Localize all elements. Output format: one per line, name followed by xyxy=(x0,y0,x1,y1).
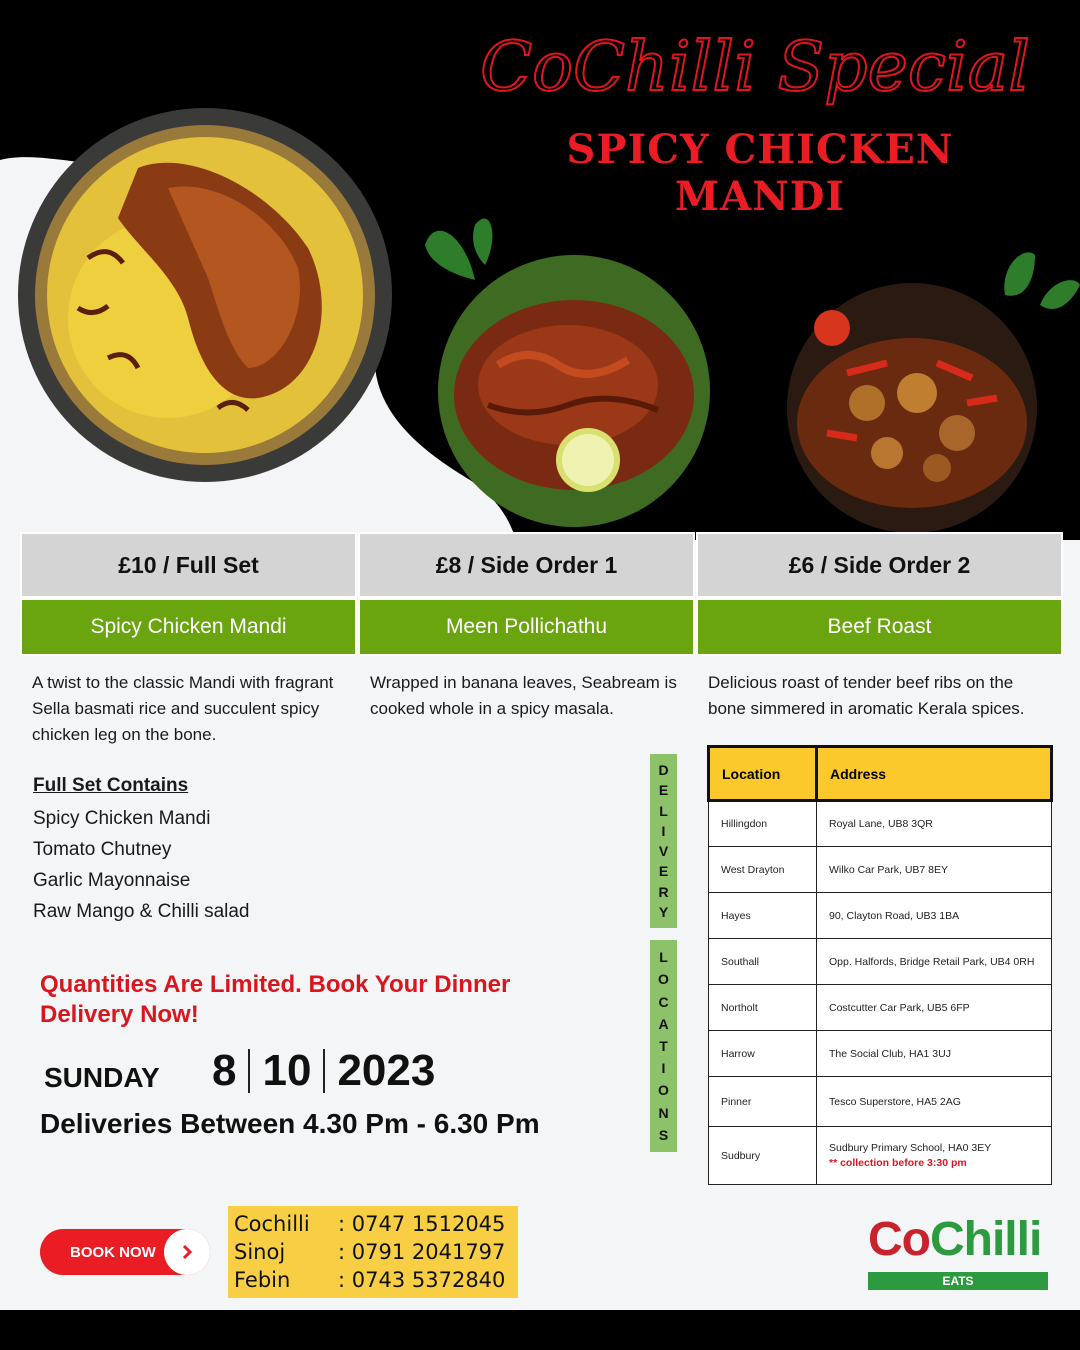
contact-name: Cochilli xyxy=(234,1212,310,1236)
svg-text:CoChilli Special: CoChilli Special xyxy=(480,28,1030,107)
location-cell: Hayes xyxy=(709,893,817,939)
location-cell: Harrow xyxy=(709,1031,817,1077)
table-row xyxy=(709,1127,1052,1185)
price-cell: £6 / Side Order 2 xyxy=(696,532,1063,598)
vertical-letter: T xyxy=(659,1037,668,1054)
delivery-date xyxy=(212,1046,435,1096)
contact-numbers xyxy=(228,1206,518,1298)
meen-pollichathu-photo xyxy=(438,255,710,527)
date-separator xyxy=(248,1049,250,1093)
vertical-letter: V xyxy=(658,843,669,860)
address-cell: Wilko Car Park, UB7 8EY xyxy=(817,847,1052,893)
vertical-letter: A xyxy=(658,1015,669,1032)
location-cell: Northolt xyxy=(709,985,817,1031)
full-set-contents xyxy=(33,775,250,927)
table-row xyxy=(709,1031,1052,1077)
vertical-letter: L xyxy=(659,949,668,966)
address-cell: Royal Lane, UB8 3QR xyxy=(817,801,1052,847)
vertical-letter: Y xyxy=(658,903,669,920)
vertical-letter: C xyxy=(658,993,669,1010)
location-cell: Sudbury xyxy=(709,1127,817,1185)
delivery-day: SUNDAY xyxy=(44,1062,160,1093)
dish-name: Meen Pollichathu xyxy=(358,598,695,656)
table-row xyxy=(709,801,1052,847)
location-cell: Pinner xyxy=(709,1077,817,1127)
table-row xyxy=(709,939,1052,985)
price-cell: £10 / Full Set xyxy=(20,532,357,598)
address-cell: Costcutter Car Park, UB5 6FP xyxy=(817,985,1052,1031)
chicken-mandi-photo xyxy=(18,108,393,483)
vertical-letter: D xyxy=(658,762,669,779)
menu-column-side-order-1 xyxy=(358,532,695,736)
address-cell: 90, Clayton Road, UB3 1BA xyxy=(817,893,1052,939)
price-cell: £8 / Side Order 1 xyxy=(358,532,695,598)
vertical-letter: L xyxy=(659,802,668,819)
vertical-letter: R xyxy=(658,883,669,900)
list-item: Tomato Chutney xyxy=(33,839,172,860)
contact-row xyxy=(234,1238,512,1266)
location-cell: West Drayton xyxy=(709,847,817,893)
address-cell: Tesco Superstore, HA5 2AG xyxy=(817,1077,1052,1127)
list-item: Raw Mango & Chilli salad xyxy=(33,901,250,922)
address-header: Address xyxy=(817,747,1052,801)
address-cell xyxy=(817,1127,1052,1185)
date-year: 2023 xyxy=(337,1046,436,1095)
delivery-vertical-label xyxy=(650,754,677,928)
table-row xyxy=(709,847,1052,893)
address-cell: The Social Club, HA1 3UJ xyxy=(817,1031,1052,1077)
vertical-letter: N xyxy=(658,1104,669,1121)
locations-table xyxy=(707,745,1053,1185)
menu-column-full-set xyxy=(20,532,357,762)
vertical-letter: S xyxy=(658,1126,669,1143)
contact-phone[interactable]: : 0743 5372840 xyxy=(338,1268,506,1292)
chevron-right-icon xyxy=(164,1229,210,1275)
cochilli-logo xyxy=(868,1212,1050,1292)
date-month: 10 xyxy=(262,1046,312,1095)
address-cell: Opp. Halfords, Bridge Retail Park, UB4 0RH xyxy=(817,939,1052,985)
list-item: Garlic Mayonnaise xyxy=(33,870,191,891)
logo-wordmark xyxy=(868,1212,1050,1268)
vertical-letter: O xyxy=(658,971,669,988)
contact-phone[interactable]: : 0747 1512045 xyxy=(338,1212,506,1236)
vertical-letter: I xyxy=(661,1060,666,1077)
book-now-label: BOOK NOW xyxy=(70,1243,156,1261)
beef-roast-photo xyxy=(787,283,1037,533)
collection-note: ** collection before 3:30 pm xyxy=(829,1157,967,1169)
menu-column-side-order-2 xyxy=(696,532,1063,736)
footer-strip xyxy=(0,1310,1080,1350)
date-separator xyxy=(323,1049,325,1093)
delivery-window: Deliveries Between 4.30 Pm - 6.30 Pm xyxy=(40,1108,540,1139)
dish-name: Spicy Chicken Mandi xyxy=(20,598,357,656)
logo-tagline: EATS xyxy=(868,1272,1048,1290)
dish-description: Delicious roast of tender beef ribs on the bone simmered in aromatic Kerala spices. xyxy=(708,673,1025,718)
contact-phone[interactable]: : 0791 2041797 xyxy=(338,1240,506,1264)
vertical-letter: O xyxy=(658,1082,669,1099)
contact-row xyxy=(234,1210,512,1238)
vertical-letter: I xyxy=(661,822,666,839)
dish-description: A twist to the classic Mandi with fragrant Sella basmati rice and succulent spicy chicken leg on the bone. xyxy=(32,673,334,744)
location-header: Location xyxy=(709,747,817,801)
contact-row xyxy=(234,1266,512,1294)
logo-chilli: Chilli xyxy=(929,1213,1042,1266)
vertical-letter: E xyxy=(658,863,669,880)
location-cell: Hillingdon xyxy=(709,801,817,847)
limited-quantities-notice: Quantities Are Limited. Book Your Dinner Delivery Now! xyxy=(40,971,511,1028)
list-item: Spicy Chicken Mandi xyxy=(33,808,211,829)
book-now-button[interactable] xyxy=(40,1229,210,1275)
page-title: SPICY CHICKEN MANDI xyxy=(566,126,954,220)
table-row xyxy=(709,985,1052,1031)
full-set-heading: Full Set Contains xyxy=(33,775,189,796)
table-row xyxy=(709,1077,1052,1127)
table-row xyxy=(709,893,1052,939)
contact-name: Febin xyxy=(234,1268,291,1292)
date-day: 8 xyxy=(212,1046,237,1095)
location-cell: Southall xyxy=(709,939,817,985)
logo-co: Co xyxy=(868,1213,930,1266)
script-title xyxy=(480,8,1030,128)
vertical-letter: E xyxy=(658,782,669,799)
dish-name: Beef Roast xyxy=(696,598,1063,656)
contact-name: Sinoj xyxy=(234,1240,286,1264)
locations-vertical-label xyxy=(650,940,677,1152)
dish-description: Wrapped in banana leaves, Seabream is cooked whole in a spicy masala. xyxy=(370,673,677,718)
address-text: Sudbury Primary School, HA0 3EY xyxy=(829,1142,992,1154)
